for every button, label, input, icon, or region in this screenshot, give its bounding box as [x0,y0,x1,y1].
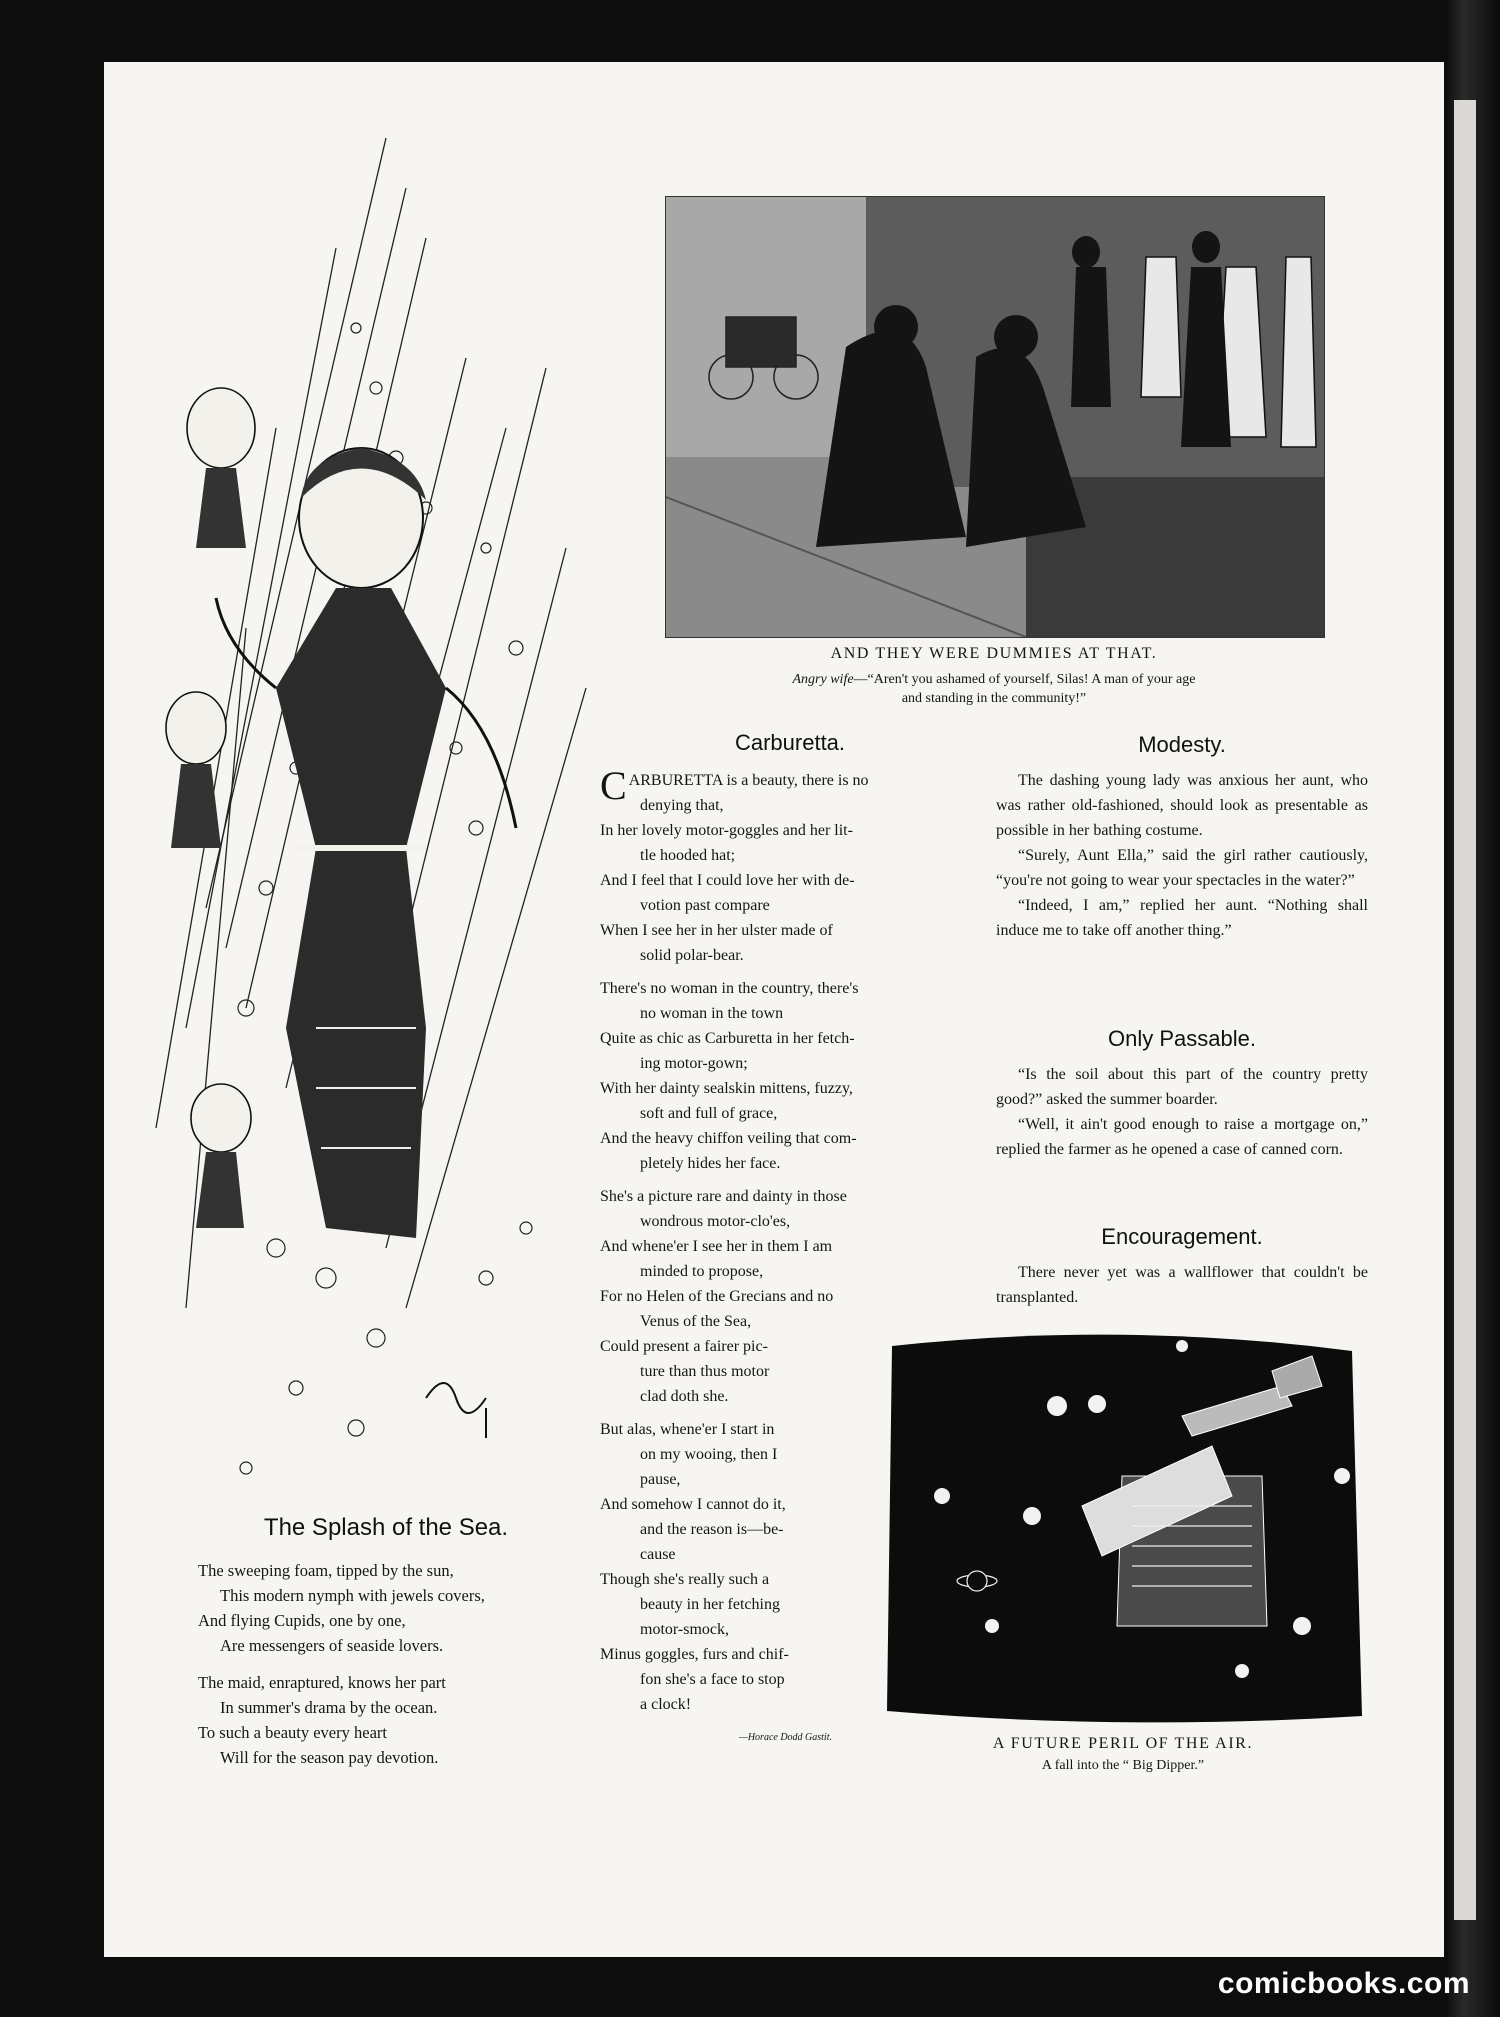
passable-text [996,1062,1368,1162]
carburetta-stanza-1 [600,763,980,968]
poem-line: fon she's a face to stop [640,1671,785,1688]
poem-line: pletely hides her face. [640,1155,781,1172]
poem-line: She's a picture rare and dainty in those [600,1188,847,1205]
poem-line: denying that, [640,797,724,814]
drop-cap: C [600,763,627,808]
poem-line: And the heavy chiffon veiling that com- [600,1130,857,1147]
peril-caption-title: A FUTURE PERIL OF THE AIR. [992,1735,1254,1752]
poem-line: With her dainty sealskin mittens, fuzzy, [600,1080,853,1097]
poem-line: no woman in the town [640,1005,784,1022]
peril-caption-subtitle: A fall into the “ Big Dipper.” [1041,1758,1205,1773]
splash-stanza-1 [198,1558,598,1658]
carburetta-stanza-2 [600,976,980,1176]
passable-title: Only Passable. [1108,1026,1256,1051]
paragraph: “Indeed, I am,” replied her aunt. “Nothing shall induce me to take off another thing.” [996,897,1368,939]
poem-line: on my wooing, then I [640,1446,778,1463]
poem-line: For no Helen of the Grecians and no [600,1288,834,1305]
quote-text: —“Aren't you ashamed of yourself, Silas! A man of your age [853,672,1196,687]
paragraph: “Surely, Aunt Ella,” said the girl rather cautiously, “you're not going to wear your spectacles in the water?” [996,847,1368,889]
author-credit: —Horace Dodd Gastit. [738,1732,832,1743]
poem-line: There's no woman in the country, there's [600,980,859,997]
encouragement-title: Encouragement. [1101,1224,1263,1249]
splash-title: The Splash of the Sea. [263,1514,509,1541]
poem-line: The maid, enraptured, knows her part [198,1673,446,1692]
poem-line: tle hooded hat; [640,847,736,864]
poem-line: And I feel that I could love her with de- [600,872,855,889]
paragraph: “Is the soil about this part of the country pretty good?” asked the summer boarder. [996,1066,1368,1108]
poem-line: a clock! [640,1696,692,1713]
poem-line: And flying Cupids, one by one, [198,1611,406,1630]
poem-line: Could present a fairer pic- [600,1338,768,1355]
poem-line: pause, [640,1471,681,1488]
poem-line: ing motor-gown; [640,1055,748,1072]
poem-line: This modern nymph with jewels covers, [220,1586,485,1605]
poem-line: beauty in her fetching [640,1596,780,1613]
bathing-beauty-illustration [126,128,602,1528]
poem-line: Quite as chic as Carburetta in her fetch- [600,1030,855,1047]
carburetta-title: Carburetta. [734,730,846,755]
poem-line: In her lovely motor-goggles and her lit- [600,822,853,839]
poem-line: cause [640,1546,676,1563]
poem-line: Venus of the Sea, [640,1313,752,1330]
poem-line: And whene'er I see her in them I am [600,1238,833,1255]
modesty-text [996,768,1368,943]
big-dipper-illustration [882,1326,1364,1726]
paragraph: “Well, it ain't good enough to raise a mortgage on,” replied the farmer as he opened a case of canned corn. [996,1116,1368,1158]
poem-line: And somehow I cannot do it, [600,1496,786,1513]
quote-text-2: and standing in the community!” [901,691,1087,706]
poem-line: soft and full of grace, [640,1105,778,1122]
poem-line: To such a beauty every heart [198,1723,387,1742]
poem-line: clad doth she. [640,1388,729,1405]
poem-line: solid polar-bear. [640,947,744,964]
poem-line: Are messengers of seaside lovers. [220,1636,444,1655]
site-watermark: comicbooks.com [1217,1967,1470,2000]
poem-line: But alas, whene'er I start in [600,1421,775,1438]
splash-stanza-2 [198,1670,598,1770]
dummies-caption-title: AND THEY WERE DUMMIES AT THAT. [830,645,1158,662]
poem-line: Minus goggles, furs and chif- [600,1646,789,1663]
encouragement-text [996,1260,1368,1310]
poem-line: motor-smock, [640,1621,729,1638]
poem-line: Though she's really such a [600,1571,770,1588]
paragraph: There never yet was a wallflower that couldn't be transplanted. [996,1264,1368,1306]
poem-line: When I see her in her ulster made of [600,922,833,939]
splash-poem [198,1558,598,1782]
facing-page-edge [1454,100,1476,1920]
poem-line: ture than thus motor [640,1363,770,1380]
modesty-title: Modesty. [1138,732,1226,757]
speaker-label: Angry wife [792,672,854,687]
poem-line: The sweeping foam, tipped by the sun, [198,1561,454,1580]
poem-line: Will for the season pay devotion. [220,1748,439,1767]
poem-line: wondrous motor-clo'es, [640,1213,791,1230]
poem-line: In summer's drama by the ocean. [220,1698,438,1717]
paragraph: The dashing young lady was anxious her aunt, who was rather old-fashioned, should look as presentable as possible in her bathing costume. [996,772,1368,839]
poem-line: minded to propose, [640,1263,764,1280]
poem-line: votion past compare [640,897,770,914]
poem-line: and the reason is—be- [640,1521,784,1538]
dummies-caption-quote [665,670,1323,708]
shop-window-illustration [665,196,1325,638]
poem-line: ARBURETTA is a beauty, there is no [628,772,869,789]
